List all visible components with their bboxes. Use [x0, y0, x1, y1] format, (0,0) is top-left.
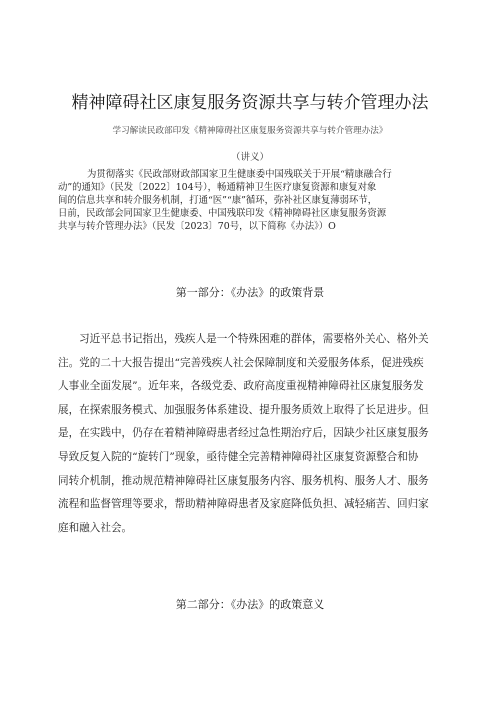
section-1-paragraph: [58, 328, 448, 540]
intro-line: 为贯彻落实《民政部财政部国家卫生健康委中国残联关于开展“精康融合行: [87, 169, 392, 180]
paragraph-line: 是，在实践中，仍存在着精神障碍患者经过急性期治疗后，因缺少社区康复服务: [58, 427, 429, 440]
intro-line: 动”的通知》（民发〔2022〕104号），畅通精神卫生医疗康复资源和康复对象: [58, 182, 377, 193]
paragraph-line: 注。党的二十大报告提出“完善残疾人社会保障制度和关爱服务体系，促进残疾: [58, 356, 424, 369]
intro-line: 间的信息共享和转介服务机制，打通“医”“康”循环，弥补社区康复薄弱环节，: [58, 195, 378, 206]
paragraph-line: 展，在探索服务模式、加强服务体系建设、提升服务质效上取得了长足进步。但: [58, 403, 429, 416]
document-subtitle: 学习解读民政部印发《精神障碍社区康复服务资源共享与转介管理办法》: [112, 126, 388, 136]
document-title: 精神障碍社区康复服务资源共享与转介管理办法: [71, 93, 429, 113]
intro-paragraph: [58, 168, 445, 233]
paragraph-line: 习近平总书记指出，残疾人是一个特殊困难的群体，需要格外关心、格外关: [79, 333, 429, 345]
paragraph-line: 同转介机制，推动规范精神障碍社区康复服务内容、服务机构、服务人才、服务: [58, 474, 429, 487]
paragraph-line: 导致反复入院的“旋转门”现象，亟待健全完善精神障碍社区康复资源整合和协: [58, 450, 419, 463]
intro-line: 共享与转介管理办法》（民发〔2023〕70号，以下简称《办法》）O: [58, 221, 336, 232]
section-2-heading: 第二部分：《办法》的政策意义: [175, 598, 325, 611]
intro-line: 日前，民政部会同国家卫生健康委、中国残联印发《精神障碍社区康复服务资源: [58, 208, 387, 219]
paragraph-line: 庭和融入社会。: [58, 521, 133, 534]
paragraph-line: 流程和监督管理等要求，帮助精神障碍患者及家庭降低负担、减轻痛苦、回归家: [58, 498, 429, 511]
section-1-heading: 第一部分：《办法》的政策背景: [175, 286, 325, 299]
paragraph-line: 人事业全面发展”。近年来，各级党委、政府高度重视精神障碍社区康复服务发: [58, 380, 424, 393]
lecture-label: （讲义）: [230, 152, 269, 163]
